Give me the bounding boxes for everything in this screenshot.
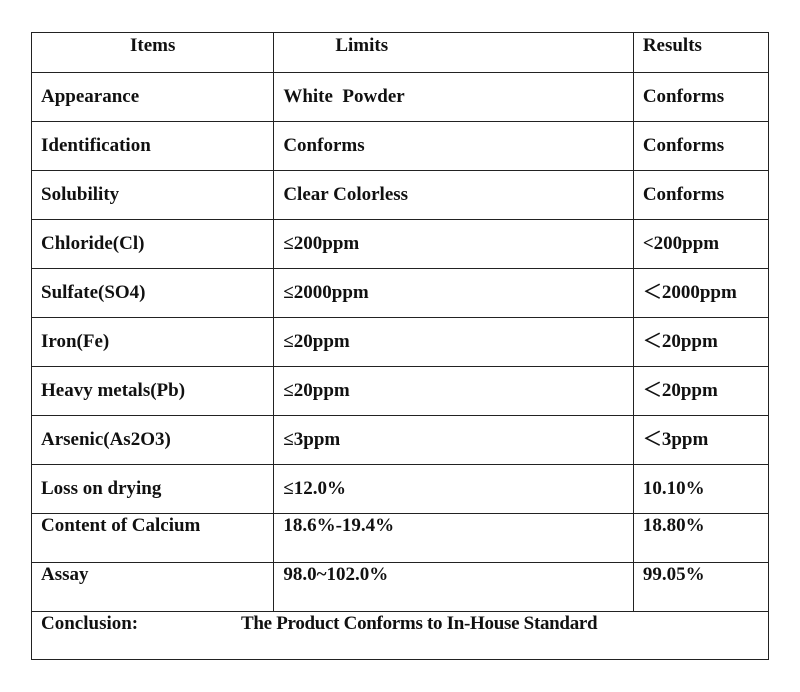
limit-cell: Conforms (274, 122, 633, 171)
table-header-row (32, 33, 769, 73)
item-cell: Content of Calcium (32, 514, 274, 563)
table-row (32, 73, 769, 122)
result-cell: Conforms (633, 122, 768, 171)
item-cell: Chloride(Cl) (32, 220, 274, 269)
result-cell: ＜3ppm (633, 416, 768, 465)
limit-cell: Clear Colorless (274, 171, 633, 220)
result-cell: ＜2000ppm (633, 269, 768, 318)
table-row (32, 171, 769, 220)
table-row (32, 514, 769, 563)
conclusion-text: The Product Conforms to In-House Standard (241, 613, 598, 634)
result-cell: 18.80% (633, 514, 768, 563)
limit-cell: ≤3ppm (274, 416, 633, 465)
result-cell: Conforms (633, 73, 768, 122)
limit-cell: ≤200ppm (274, 220, 633, 269)
result-cell: 10.10% (633, 465, 768, 514)
table-row (32, 318, 769, 367)
item-cell: Arsenic(As2O3) (32, 416, 274, 465)
result-cell: 99.05% (633, 563, 768, 612)
item-cell: Solubility (32, 171, 274, 220)
result-cell: Conforms (633, 171, 768, 220)
item-cell: Assay (32, 563, 274, 612)
limit-cell: ≤20ppm (274, 318, 633, 367)
limit-cell: 18.6%-19.4% (274, 514, 633, 563)
item-cell: Sulfate(SO4) (32, 269, 274, 318)
limit-cell: ≤2000ppm (274, 269, 633, 318)
specification-table (31, 32, 769, 660)
item-cell: Loss on drying (32, 465, 274, 514)
item-cell: Appearance (32, 73, 274, 122)
item-cell: Iron(Fe) (32, 318, 274, 367)
table-row (32, 269, 769, 318)
header-limits: Limits (274, 33, 633, 73)
table-row (32, 465, 769, 514)
result-cell: <200ppm (633, 220, 768, 269)
table-row (32, 122, 769, 171)
conclusion-cell (32, 612, 769, 660)
conclusion-label: Conclusion: (41, 613, 139, 634)
header-items: Items (32, 33, 274, 73)
table-row (32, 367, 769, 416)
table-row (32, 563, 769, 612)
item-cell: Heavy metals(Pb) (32, 367, 274, 416)
limit-cell: White Powder (274, 73, 633, 122)
header-results: Results (633, 33, 768, 73)
conclusion-row (32, 612, 769, 660)
table-row (32, 416, 769, 465)
limit-cell: ≤12.0% (274, 465, 633, 514)
limit-cell: 98.0~102.0% (274, 563, 633, 612)
result-cell: ＜20ppm (633, 367, 768, 416)
result-cell: ＜20ppm (633, 318, 768, 367)
item-cell: Identification (32, 122, 274, 171)
table-row (32, 220, 769, 269)
limit-cell: ≤20ppm (274, 367, 633, 416)
